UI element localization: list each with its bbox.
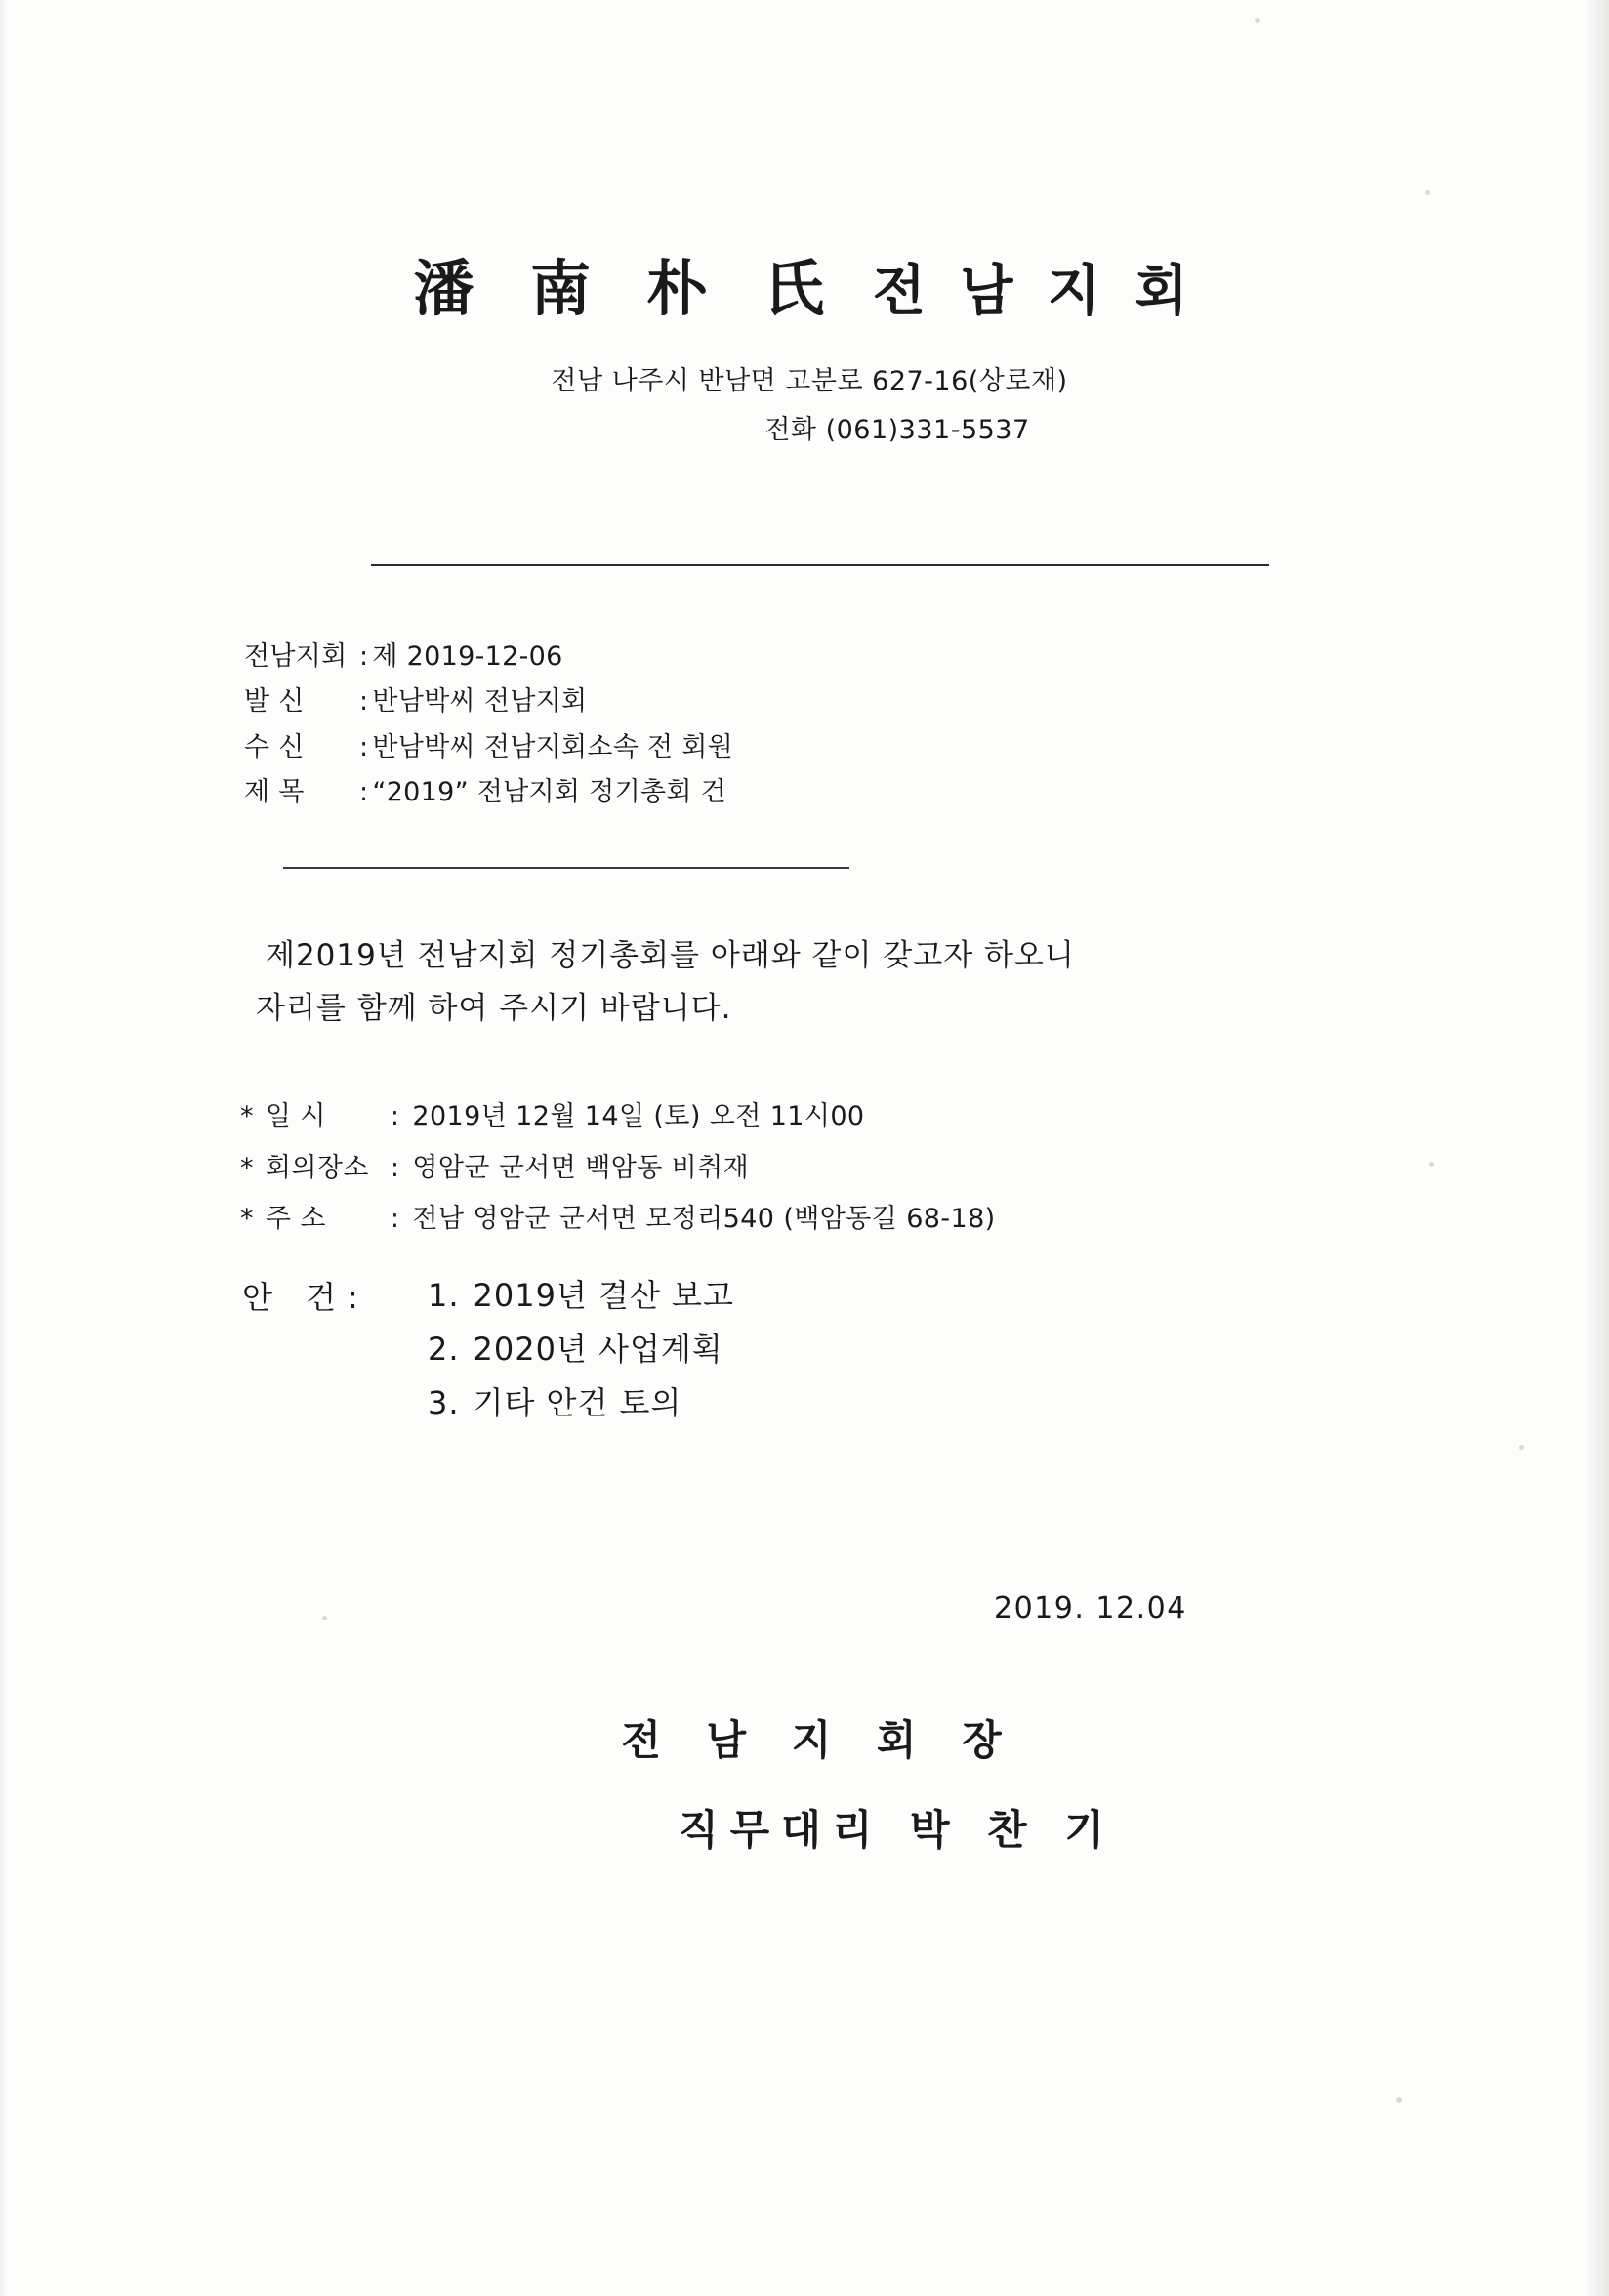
document-date: 2019. 12.04 [994, 1591, 1187, 1625]
scan-speck [1425, 190, 1430, 195]
scan-speck [1396, 2097, 1402, 2103]
meta-label: 수 신 [244, 731, 305, 762]
detail-label: 일 시 [265, 1101, 326, 1131]
detail-label: 주 소 [265, 1204, 326, 1235]
detail-separator: : [390, 1101, 400, 1131]
meta-label: 발 신 [244, 686, 305, 718]
agenda-item-text: 2020년 사업계획 [473, 1331, 723, 1369]
meta-divider [283, 867, 849, 869]
meta-label: 전남지회 [244, 641, 348, 672]
meta-row [244, 770, 733, 815]
agenda-item-number: 2. [428, 1331, 460, 1369]
signature-block [0, 1708, 1609, 1857]
body-paragraph [256, 929, 1300, 1036]
bullet-icon: * [240, 1204, 254, 1235]
meta-row [244, 679, 733, 724]
meta-separator: : [359, 731, 369, 762]
meeting-details [240, 1091, 996, 1246]
detail-value: 영암군 군서면 백암동 비취재 [412, 1152, 750, 1183]
meta-separator: : [359, 777, 369, 808]
scan-speck [1255, 18, 1260, 23]
agenda-item [428, 1376, 734, 1430]
agenda-item-text: 2019년 결산 보고 [473, 1277, 734, 1314]
bullet-icon: * [240, 1101, 254, 1131]
detail-row-datetime [240, 1091, 996, 1143]
detail-row-address [240, 1194, 996, 1246]
detail-row-venue [240, 1143, 996, 1195]
meta-value: “2019” 전남지회 정기총회 건 [372, 777, 726, 808]
bullet-icon: * [240, 1152, 254, 1183]
meta-separator: : [359, 686, 369, 718]
detail-label: 회의장소 [265, 1152, 369, 1183]
meta-value: 제 2019-12-06 [372, 641, 563, 672]
letterhead [0, 253, 1609, 455]
body-line-1: 제2019년 전남지회 정기총회를 아래와 같이 갖고자 하오니 [266, 938, 1075, 973]
meta-label: 제 목 [244, 777, 305, 808]
agenda-title: 안 건: [242, 1279, 370, 1316]
signature-name: 직무대리 박 찬 기 [679, 1806, 1116, 1854]
organization-title [0, 253, 1609, 324]
scan-speck [1429, 1162, 1434, 1167]
agenda-item-number: 1. [428, 1277, 460, 1314]
detail-value: 2019년 12월 14일 (토) 오전 11시00 [412, 1101, 865, 1131]
agenda-item-number: 3. [428, 1384, 460, 1422]
header-divider [371, 564, 1269, 566]
meta-value: 반남박씨 전남지회 [372, 686, 588, 718]
letterhead-contact [0, 357, 1609, 455]
agenda-item [428, 1323, 734, 1376]
meta-separator: : [359, 641, 369, 672]
organization-name-hanja: 潘 南 朴 氏 [413, 253, 843, 324]
detail-separator: : [390, 1152, 400, 1183]
agenda-item-text: 기타 안건 토의 [473, 1384, 682, 1422]
agenda-item [428, 1269, 734, 1323]
meta-row [244, 635, 733, 679]
scan-speck [322, 1616, 327, 1620]
document-meta [244, 635, 733, 816]
body-line-2: 자리를 함께 하여 주시기 바랍니다. [256, 991, 732, 1027]
phone-line: 전화 (061)331-5537 [764, 415, 1030, 446]
organization-branch-hangul: 전 남 지 회 [872, 260, 1196, 323]
signature-title: 전 남 지 회 장 [621, 1716, 1017, 1764]
meta-row [244, 725, 733, 770]
detail-value: 전남 영암군 군서면 모정리540 (백암동길 68-18) [412, 1204, 996, 1235]
agenda-section [242, 1269, 734, 1430]
detail-separator: : [390, 1204, 400, 1235]
scan-speck [1519, 1445, 1524, 1450]
address-line: 전남 나주시 반남면 고분로 627-16(상로재) [551, 366, 1068, 397]
agenda-list [428, 1269, 734, 1430]
meta-value: 반남박씨 전남지회소속 전 회원 [372, 731, 734, 762]
